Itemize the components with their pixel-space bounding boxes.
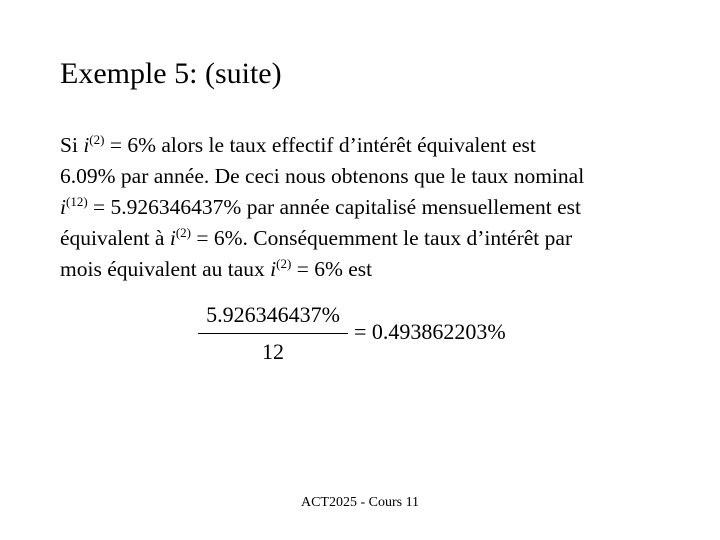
compounding-superscript: (2) (89, 132, 105, 147)
interest-rate-variable: i (60, 195, 66, 219)
fraction-bar (198, 333, 348, 334)
interest-rate-variable: i (169, 226, 176, 250)
slide-footer: ACT2025 - Cours 11 (300, 495, 420, 510)
interest-rate-variable: i (270, 257, 277, 281)
compounding-superscript: (2) (175, 225, 191, 240)
paragraph-line-1: Si $i^{(2)} = 6\%$ alors le taux effectif d’intérêt équivalent est (60, 132, 536, 157)
paragraph-line-2: 6.09% par année. De ceci nous obtenons que le taux nominal (60, 164, 585, 188)
fraction (198, 300, 348, 367)
fraction-denominator: 12 (262, 339, 284, 364)
interest-rate-variable: i (83, 133, 90, 157)
fraction-numerator: 5.926346437% (206, 302, 340, 327)
slide-title: Exemple 5: (suite) (60, 57, 282, 90)
slide-paragraph (60, 130, 660, 285)
paragraph-line-4: équivalent à $i^{(2)} = 6\%$. Conséquemment le taux d’intérêt par (60, 225, 573, 250)
equation-result: = 0.493862203% (354, 319, 506, 344)
paragraph-line-3: $i^{(12)} = 5.926346437\%$ par année capitalisé mensuellement est (60, 194, 581, 219)
compounding-superscript: (12) (65, 194, 88, 209)
compounding-superscript: (2) (276, 256, 292, 271)
paragraph-line-5: mois équivalent au taux $i^{(2)} = 6\%$ est (60, 256, 373, 281)
